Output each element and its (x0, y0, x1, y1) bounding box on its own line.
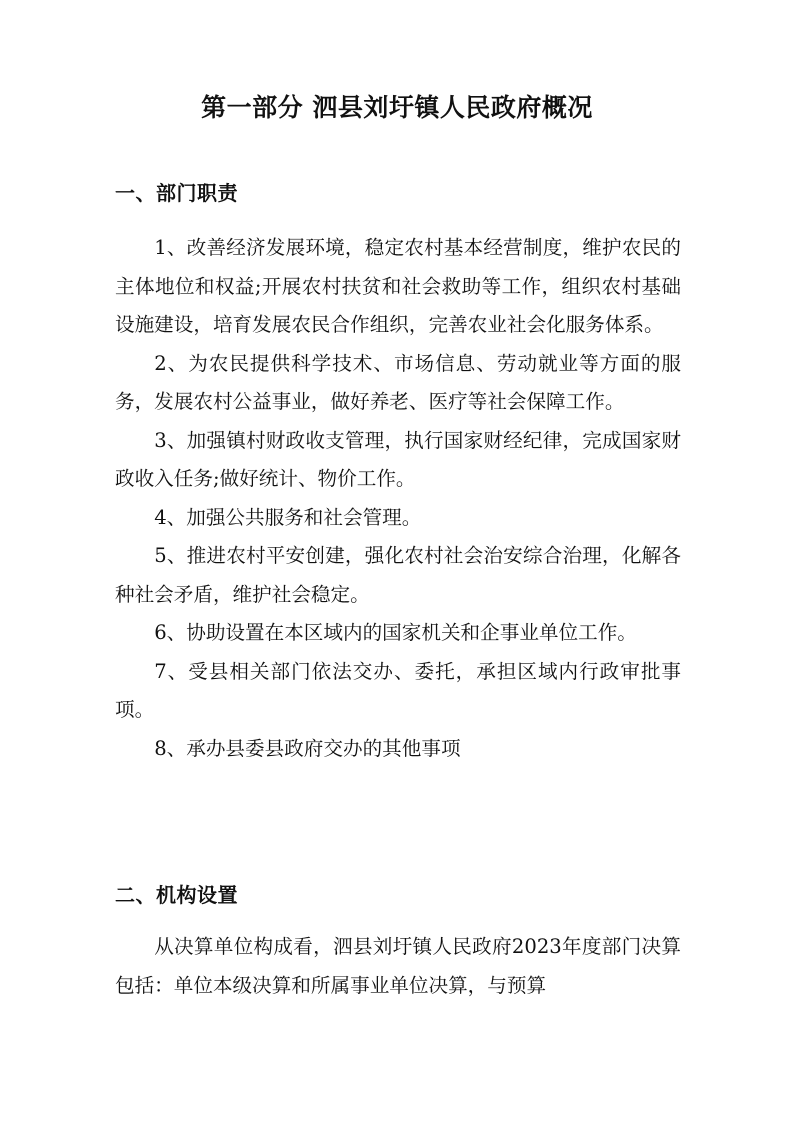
duty-item-3: 3、加强镇村财政收支管理，执行国家财经纪律，完成国家财政收入任务;做好统计、物价工作。 (115, 428, 681, 490)
section-heading-duties: 一、部门职责 (115, 181, 238, 205)
structure-text (115, 928, 681, 1005)
duty-item-2: 2、为农民提供科学技术、市场信息、劳动就业等方面的服务，发展农村公益事业，做好养老、医疗等社会保障工作。 (115, 351, 681, 413)
page-title: 第一部分 泗县刘圩镇人民政府概况 (201, 93, 593, 122)
duty-item-7: 7、受县相关部门依法交办、委托，承担区域内行政审批事项。 (115, 659, 681, 721)
duty-item-6: 6、协助设置在本区域内的国家机关和企事业单位工作。 (154, 621, 637, 644)
structure-paragraph: 从决算单位构成看，泗县刘圩镇人民政府2023年度部门决算包括：单位本级决算和所属事业单位决算，与预算 (115, 935, 681, 997)
duty-item-5: 5、推进农村平安创建，强化农村社会治安综合治理，化解各种社会矛盾，维护社会稳定。 (115, 544, 681, 606)
duties-list (115, 229, 681, 768)
duty-item-8: 8、承办县委县政府交办的其他事项 (154, 736, 461, 760)
duty-item-4: 4、加强公共服务和社会管理。 (154, 505, 422, 529)
section-heading-structure: 二、机构设置 (115, 883, 238, 907)
duty-item-1: 1、改善经济发展环境，稳定农村基本经营制度，维护农民的主体地位和权益;开展农村扶贫和社会救助等工作，组织农村基础设施建设，培育发展农民合作组织，完善农业社会化服务体系。 (115, 236, 681, 336)
